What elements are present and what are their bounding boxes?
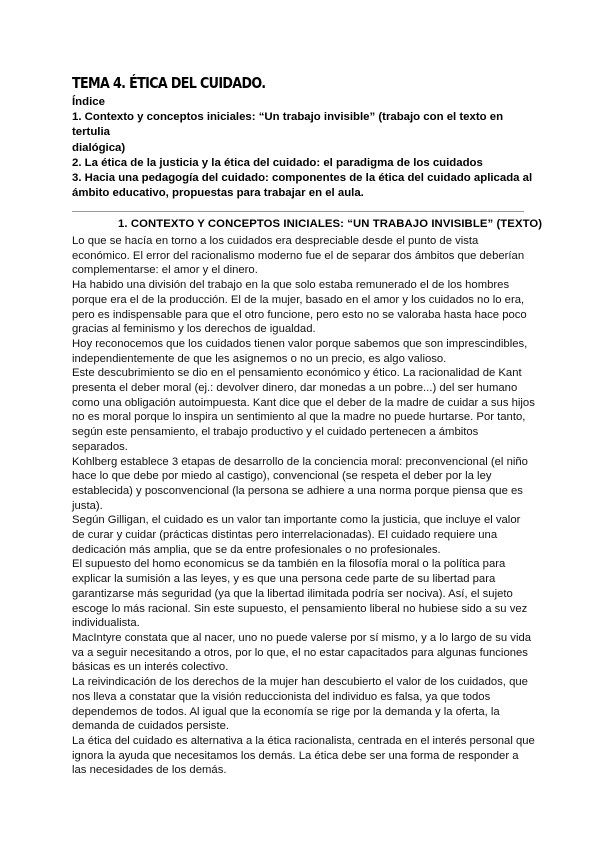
body-line: Ha habido una división del trabajo en la que solo estaba remunerado el de los hombres — [72, 279, 510, 292]
index-block — [72, 95, 532, 201]
body-line: establecida) y posconvencional (la persona se adhiere a una norma porque piensa que es — [72, 484, 523, 497]
body-line: como una obligación autoimpuesta. Kant dice que el deber de la madre de cuidar a sus hijos — [72, 396, 535, 409]
body-line: escoge lo más racional. Sin este supuesto, el pensamiento liberal no hubiese sido a su vez — [72, 602, 528, 615]
body-line: pero es indispensable para que el otro funcione, pero esto no se valoraba hasta hace poco — [72, 308, 527, 321]
body-line: no es moral porque lo inspira un sentimiento al que la madre no puede hurtarse. Por tanto, — [72, 411, 526, 424]
body-line: va a seguir necesitando a otros, por lo que, el no estar capacitados para algunas funciones — [72, 646, 528, 659]
index-line: 1. Contexto y conceptos iniciales: “Un trabajo invisible” (trabajo con el texto en — [72, 111, 504, 124]
document-title: TEMA 4. ÉTICA DEL CUIDADO. — [72, 74, 266, 92]
body-line: las necesidades de los demás. — [72, 764, 227, 777]
body-line: de curar y cuidar (prácticas distintas pero interrelacionadas). El cuidado requiere una — [72, 529, 498, 542]
body-line: independientemente de que les asignemos o no un precio, es algo valioso. — [72, 352, 447, 365]
body-line: garantizarse más seguridad (ya que la libertad ilimitada podría ser nociva). Así, el sujeto — [72, 587, 513, 600]
index-line: ámbito educativo, propuestas para trabajar en el aula. — [72, 187, 364, 200]
body-line: básicas es un interés colectivo. — [72, 661, 229, 674]
body-line: presenta el deber moral (ej.: devolver dinero, dar monedas a un pobre...) del ser humano — [72, 382, 518, 395]
index-line: dialógica) — [72, 141, 126, 154]
section-heading: 1. CONTEXTO Y CONCEPTOS INICIALES: “UN TRABAJO INVISIBLE” (TEXTO) — [118, 218, 543, 230]
body-line: La ética del cuidado es alternativa a la ética racionalista, centrada en el interés personal que — [72, 734, 535, 747]
section-divider — [72, 211, 524, 212]
body-line: demanda de cuidados persiste. — [72, 720, 230, 733]
body-line: separados. — [72, 440, 128, 453]
body-text — [72, 234, 542, 778]
body-line: Lo que se hacía en torno a los cuidados era despreciable desde el punto de vista — [72, 235, 479, 247]
body-line: dependemos de todos. Al igual que la economía se rige por la demanda y la oferta, la — [72, 705, 500, 718]
body-line: Kohlberg establece 3 etapas de desarrollo de la conciencia moral: preconvencional (el niño — [72, 455, 528, 468]
body-line: MacIntyre constata que al nacer, uno no puede valerse por sí mismo, y a lo largo de su vida — [72, 631, 532, 644]
index-line: 3. Hacia una pedagogía del cuidado: componentes de la ética del cuidado aplicada al — [72, 172, 533, 185]
body-line: Este descubrimiento se dio en el pensamiento económico y ético. La racionalidad de Kant — [72, 367, 522, 380]
body-line: dedicación más amplia, que se da entre profesionales o no profesionales. — [72, 543, 441, 556]
body-line: según este pensamiento, el trabajo productivo y el cuidado pertenecen a ámbitos — [72, 426, 479, 439]
body-line: El supuesto del homo economicus se da también en la filosofía moral o la política para — [72, 558, 506, 571]
body-line: porque era el de la producción. El de la mujer, basado en el amor y los cuidados no lo era, — [72, 293, 525, 306]
body-line: explicar la sumisión a las leyes, y es que una persona cede parte de su libertad para — [72, 573, 496, 586]
index-line: 2. La ética de la justicia y la ética del cuidado: el paradigma de los cuidados — [72, 156, 483, 169]
body-line: ignora la ayuda que necesitamos los demás. La ética debe ser una forma de responder a — [72, 749, 519, 762]
body-line: Según Gilligan, el cuidado es un valor tan importante como la justicia, que incluye el valor — [72, 514, 521, 527]
body-line: económico. El error del racionalismo moderno fue el de separar dos ámbitos que deberían — [72, 249, 525, 262]
index-line: Índice — [72, 96, 105, 108]
body-line: justa). — [72, 499, 103, 512]
body-line: complementarse: el amor y el dinero. — [72, 264, 258, 277]
body-line: gracias al feminismo y los derechos de igualdad. — [72, 323, 316, 336]
body-line: individualista. — [72, 617, 140, 630]
index-line: tertulia — [72, 126, 110, 139]
body-line: hace lo que debe por miedo al castigo), convencional (se respeta el deber por la ley — [72, 470, 492, 483]
body-line: nos lleva a constatar que la visión reduccionista del individuo es falsa, ya que todos — [72, 690, 491, 703]
body-line: La reivindicación de los derechos de la mujer han descubierto el valor de los cuidados, que — [72, 676, 528, 689]
body-line: Hoy reconocemos que los cuidados tienen valor porque sabemos que son imprescindibles, — [72, 337, 528, 350]
